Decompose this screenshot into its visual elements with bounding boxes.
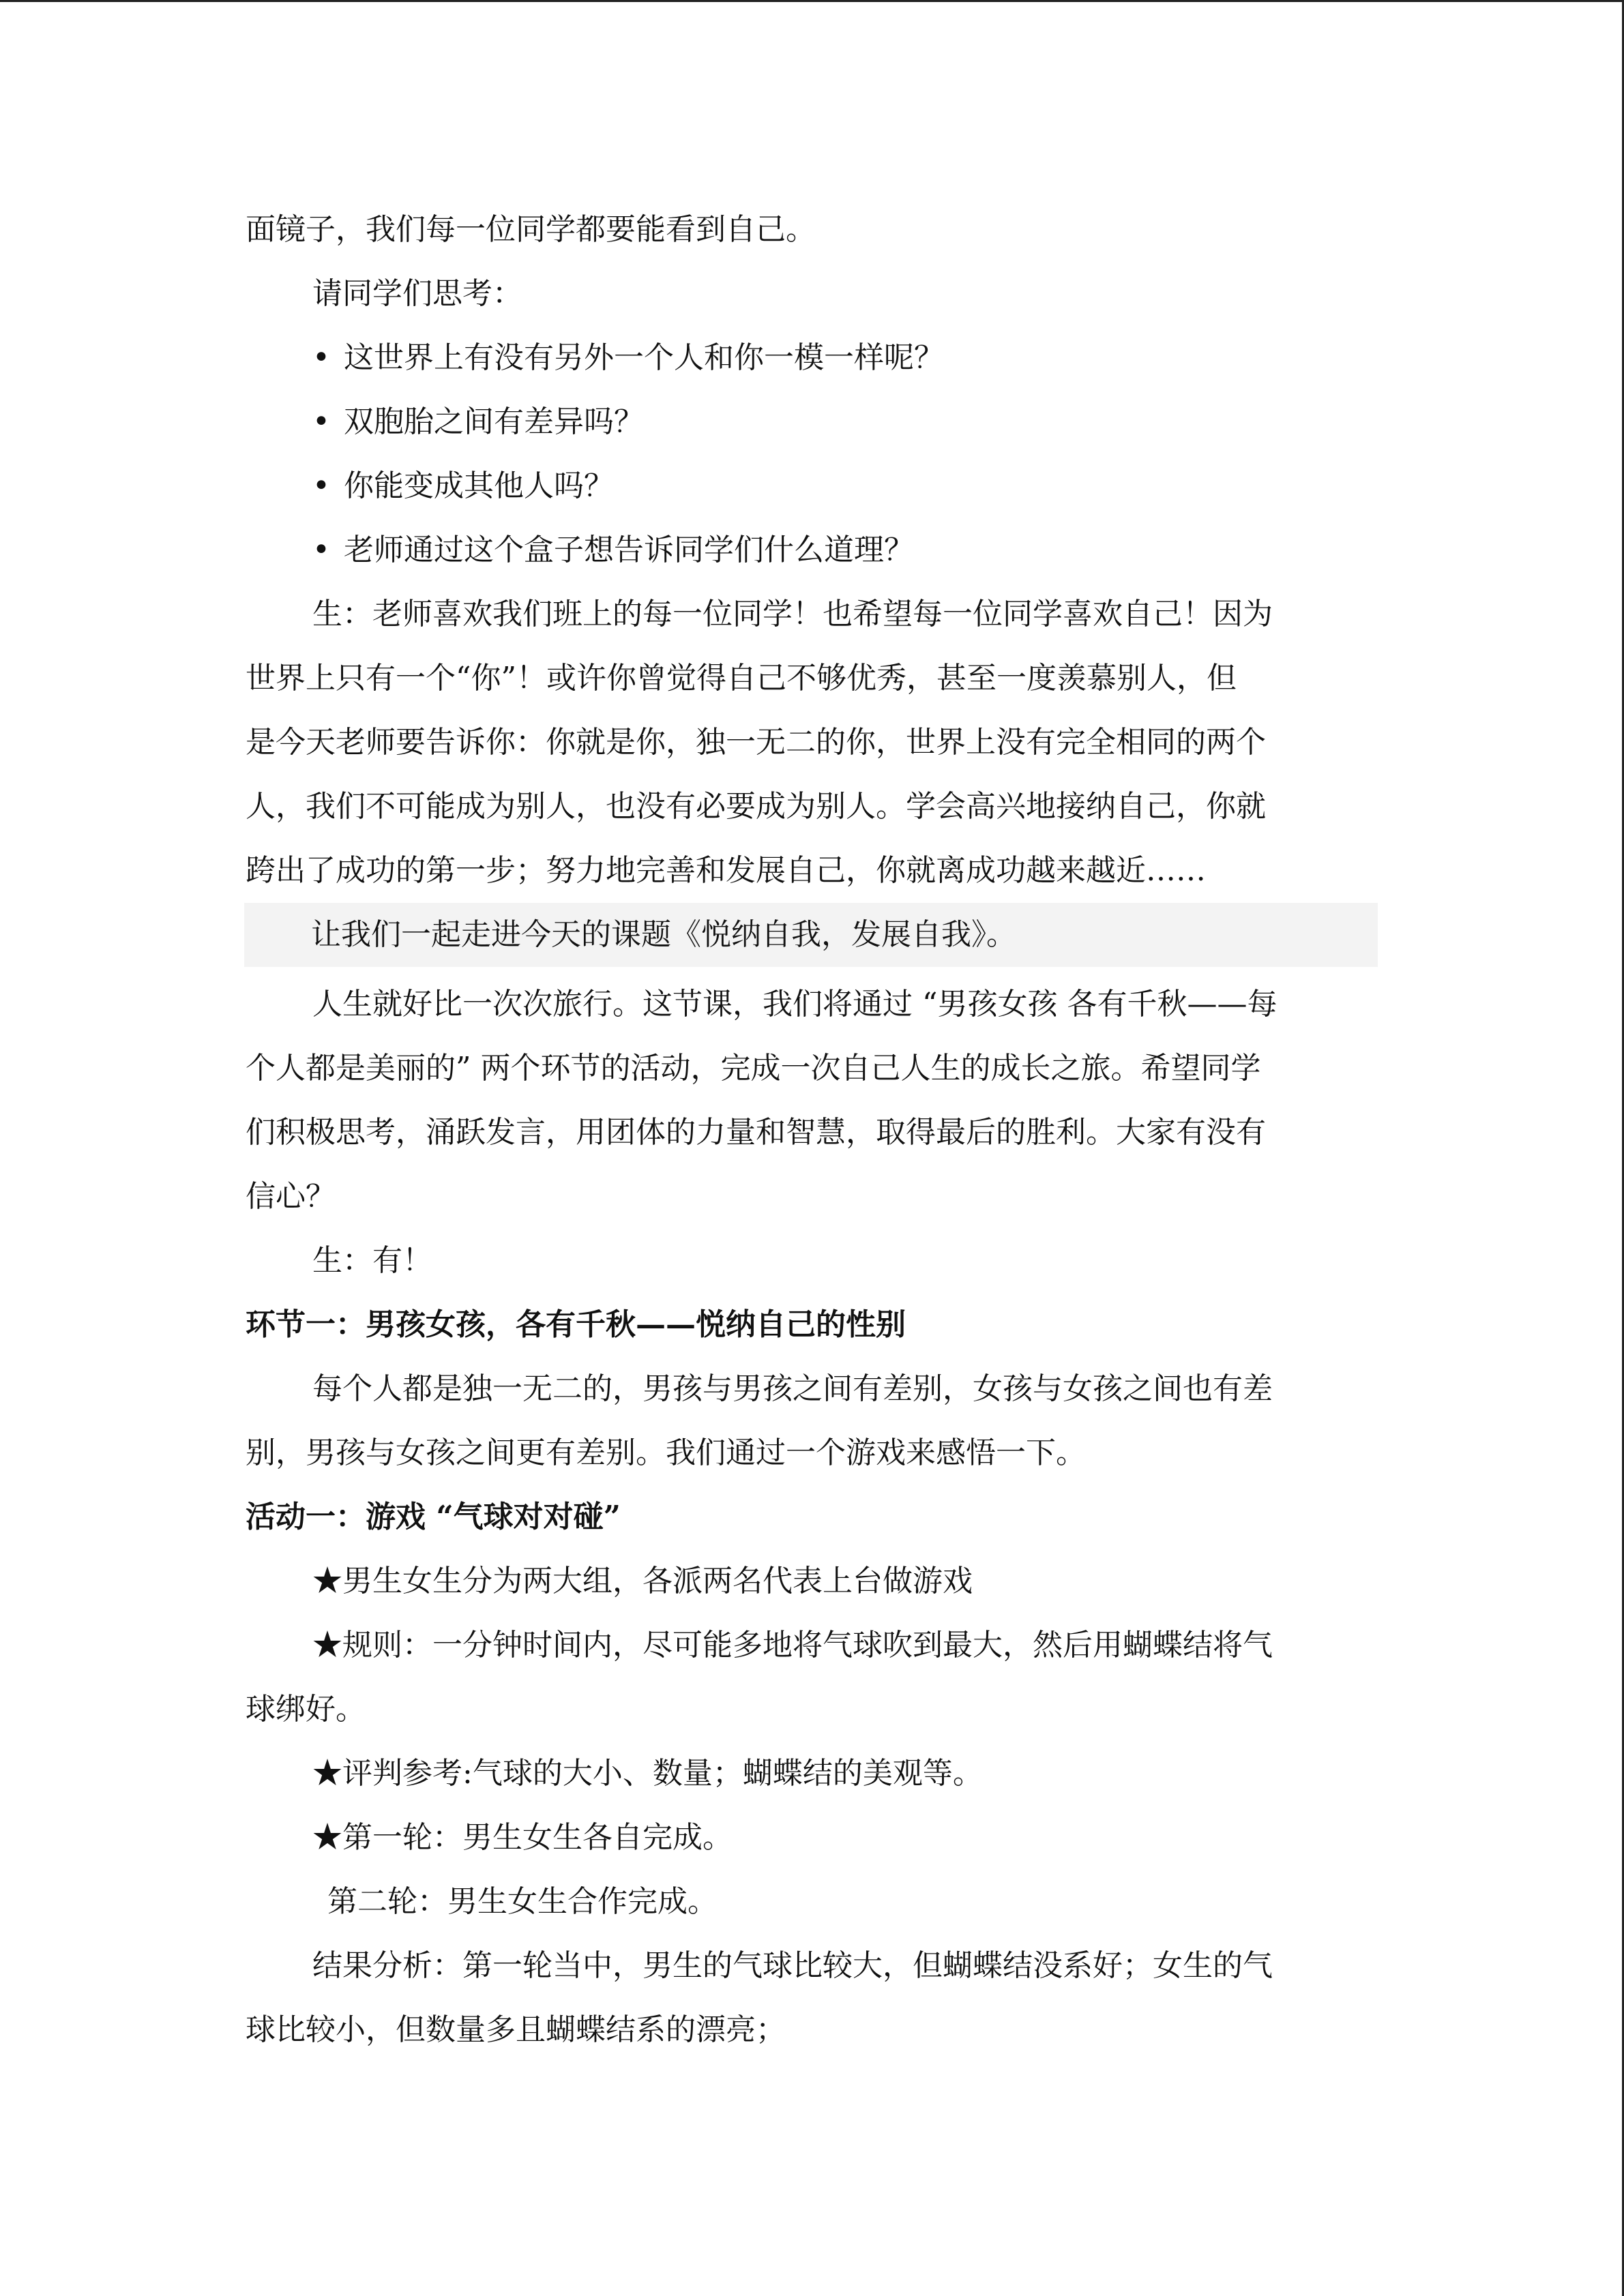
activity-rules-line: ★规则：一分钟时间内，尽可能多地将气球吹到最大，然后用蝴蝶结将气	[312, 1628, 1273, 1663]
bullet-text: 这世界上有没有另外一个人和你一模一样呢？	[344, 340, 944, 375]
journey-line: 个人都是美丽的” 两个环节的活动，完成一次自己人生的成长之旅。希望同学	[246, 1051, 1261, 1086]
bullet-dot-icon: •	[312, 340, 330, 375]
bullet-text: 老师通过这个盒子想告诉同学们什么道理？	[344, 533, 914, 567]
activity-criteria: ★评判参考:气球的大小、数量；蝴蝶结的美观等。	[312, 1756, 983, 1791]
activity-round-1: ★第一轮：男生女生各自完成。	[312, 1820, 733, 1855]
think-prompt: 请同学们思考：	[312, 276, 522, 311]
section-paragraph-line: 别，男孩与女孩之间更有差别。我们通过一个游戏来感悟一下。	[246, 1435, 1086, 1470]
bullet-item	[246, 390, 1378, 454]
bullet-text: 双胞胎之间有差异吗？	[344, 404, 644, 439]
activity-groups: ★男生女生分为两大组，各派两名代表上台做游戏	[312, 1564, 973, 1598]
page-top-border	[0, 0, 1624, 2]
paragraph-continued: 面镜子，我们每一位同学都要能看到自己。	[246, 212, 816, 247]
bullet-dot-icon: •	[312, 468, 330, 503]
journey-line: 们积极思考，涌跃发言，用团体的力量和智慧，取得最后的胜利。大家有没有	[246, 1115, 1266, 1150]
activity-round-2: 第二轮：男生女生合作完成。	[327, 1884, 718, 1919]
student-reply-line: 世界上只有一个“你”！或许你曾觉得自己不够优秀，甚至一度羡慕别人，但	[246, 661, 1237, 696]
student-reply-line: 是今天老师要告诉你：你就是你，独一无二的你，世界上没有完全相同的两个	[246, 725, 1266, 760]
journey-line: 人生就好比一次次旅行。这节课，我们将通过 “男孩女孩 各有千秋——每	[312, 987, 1278, 1022]
student-reply-line: 人，我们不可能成为别人，也没有必要成为别人。学会高兴地接纳自己，你就	[246, 789, 1266, 824]
bullet-dot-icon: •	[312, 533, 330, 567]
bullet-item	[246, 518, 1378, 582]
bullet-item	[246, 454, 1378, 518]
section-paragraph-line: 每个人都是独一无二的，男孩与男孩之间有差别，女孩与女孩之间也有差	[312, 1371, 1273, 1406]
result-analysis-line: 球比较小，但数量多且蝴蝶结系的漂亮；	[246, 2012, 786, 2047]
document-page	[246, 198, 1378, 2062]
spacer	[246, 967, 1378, 972]
student-reply-line: 生：老师喜欢我们班上的每一位同学！也希望每一位同学喜欢自己！因为	[312, 597, 1273, 631]
student-reply-2: 生：有！	[312, 1243, 432, 1278]
student-reply-line: 跨出了成功的第一步；努力地完善和发展自己，你就离成功越来越近……	[246, 853, 1206, 888]
activity-heading: 活动一：游戏 “气球对对碰”	[246, 1500, 621, 1534]
activity-rules-line: 球绑好。	[246, 1692, 366, 1727]
bullet-text: 你能变成其他人吗？	[344, 468, 614, 503]
section-heading: 环节一：男孩女孩，各有千秋——悦纳自己的性别	[246, 1307, 906, 1342]
bullet-dot-icon: •	[312, 404, 330, 439]
journey-line: 信心？	[246, 1179, 336, 1214]
bullet-item	[246, 326, 1378, 390]
result-analysis-line: 结果分析：第一轮当中，男生的气球比较大，但蝴蝶结没系好；女生的气	[312, 1948, 1273, 1983]
lesson-topic: 让我们一起走进今天的课题《悦纳自我，发展自我》。	[244, 903, 1378, 967]
